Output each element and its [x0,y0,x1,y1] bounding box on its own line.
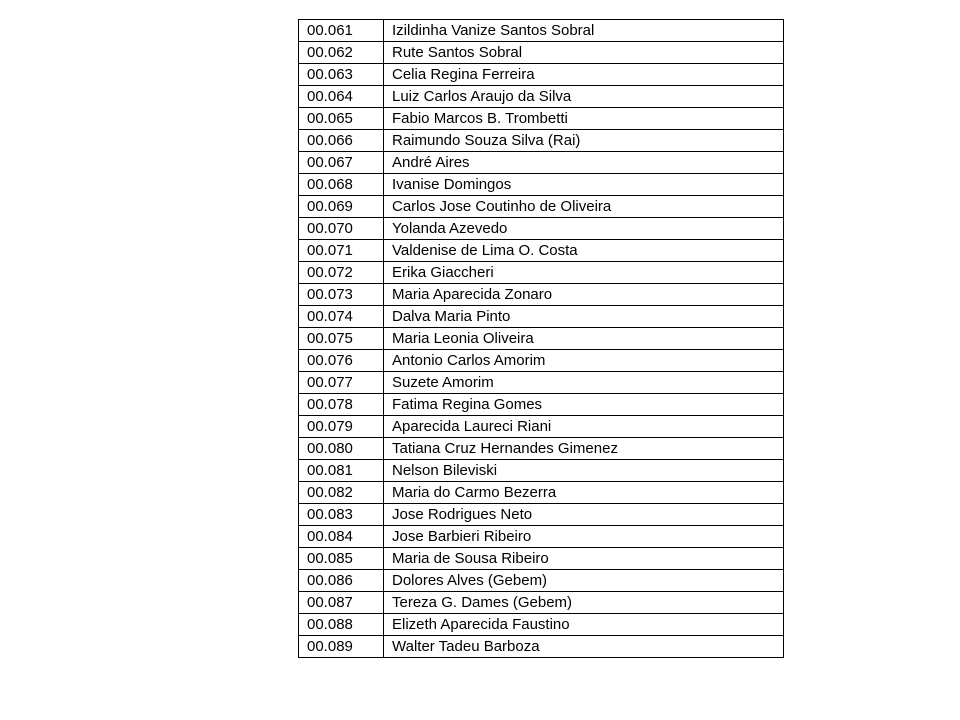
member-code-cell: 00.082 [299,482,384,504]
member-code-cell: 00.064 [299,86,384,108]
member-code-cell: 00.075 [299,328,384,350]
table-row [299,20,784,42]
table-row [299,196,784,218]
table-row [299,306,784,328]
member-name-cell: Maria Aparecida Zonaro [384,284,784,306]
table-row [299,394,784,416]
member-code-cell: 00.063 [299,64,384,86]
table-row [299,240,784,262]
member-code-cell: 00.065 [299,108,384,130]
member-code-cell: 00.078 [299,394,384,416]
member-code-cell: 00.089 [299,636,384,658]
member-code-cell: 00.080 [299,438,384,460]
member-name-cell: Yolanda Azevedo [384,218,784,240]
table-row [299,526,784,548]
member-name-cell: Fabio Marcos B. Trombetti [384,108,784,130]
member-code-cell: 00.061 [299,20,384,42]
member-name-cell: Celia Regina Ferreira [384,64,784,86]
table-row [299,482,784,504]
member-name-cell: Aparecida Laureci Riani [384,416,784,438]
table-row [299,416,784,438]
member-code-cell: 00.085 [299,548,384,570]
table-row [299,130,784,152]
member-name-cell: Maria de Sousa Ribeiro [384,548,784,570]
member-name-cell: Tereza G. Dames (Gebem) [384,592,784,614]
member-name-cell: Rute Santos Sobral [384,42,784,64]
table-row [299,614,784,636]
table-row [299,372,784,394]
member-name-cell: Jose Barbieri Ribeiro [384,526,784,548]
member-name-cell: Maria Leonia Oliveira [384,328,784,350]
member-name-cell: Luiz Carlos Araujo da Silva [384,86,784,108]
member-code-cell: 00.088 [299,614,384,636]
member-name-cell: Fatima Regina Gomes [384,394,784,416]
member-name-cell: Jose Rodrigues Neto [384,504,784,526]
member-name-cell: Dolores Alves (Gebem) [384,570,784,592]
member-code-cell: 00.077 [299,372,384,394]
member-code-cell: 00.068 [299,174,384,196]
member-name-cell: Suzete Amorim [384,372,784,394]
table-row [299,86,784,108]
table-row [299,108,784,130]
table-row [299,174,784,196]
table-row [299,592,784,614]
member-code-cell: 00.084 [299,526,384,548]
table-row [299,570,784,592]
member-name-cell: Erika Giaccheri [384,262,784,284]
member-code-cell: 00.087 [299,592,384,614]
member-code-cell: 00.070 [299,218,384,240]
member-name-cell: Izildinha Vanize Santos Sobral [384,20,784,42]
member-code-cell: 00.076 [299,350,384,372]
member-name-cell: Dalva Maria Pinto [384,306,784,328]
table-row [299,504,784,526]
table-row [299,328,784,350]
table-row [299,64,784,86]
table-row [299,262,784,284]
table-row [299,460,784,482]
member-name-cell: Antonio Carlos Amorim [384,350,784,372]
member-code-cell: 00.081 [299,460,384,482]
member-name-cell: Maria do Carmo Bezerra [384,482,784,504]
member-code-cell: 00.072 [299,262,384,284]
member-name-cell: Ivanise Domingos [384,174,784,196]
member-code-cell: 00.069 [299,196,384,218]
member-code-cell: 00.079 [299,416,384,438]
member-code-cell: 00.066 [299,130,384,152]
table-row [299,350,784,372]
member-name-cell: Raimundo Souza Silva (Rai) [384,130,784,152]
member-name-cell: Tatiana Cruz Hernandes Gimenez [384,438,784,460]
member-code-cell: 00.086 [299,570,384,592]
table-row [299,636,784,658]
member-table [298,19,784,658]
member-code-cell: 00.062 [299,42,384,64]
member-code-cell: 00.071 [299,240,384,262]
table-row [299,152,784,174]
table-row [299,218,784,240]
table-row [299,42,784,64]
member-code-cell: 00.073 [299,284,384,306]
member-code-cell: 00.083 [299,504,384,526]
member-name-cell: Nelson Bileviski [384,460,784,482]
member-name-cell: André Aires [384,152,784,174]
member-name-cell: Carlos Jose Coutinho de Oliveira [384,196,784,218]
member-name-cell: Elizeth Aparecida Faustino [384,614,784,636]
table-row [299,548,784,570]
member-code-cell: 00.074 [299,306,384,328]
table-row [299,284,784,306]
member-name-cell: Walter Tadeu Barboza [384,636,784,658]
member-code-cell: 00.067 [299,152,384,174]
member-table-body [299,20,784,658]
table-row [299,438,784,460]
member-name-cell: Valdenise de Lima O. Costa [384,240,784,262]
